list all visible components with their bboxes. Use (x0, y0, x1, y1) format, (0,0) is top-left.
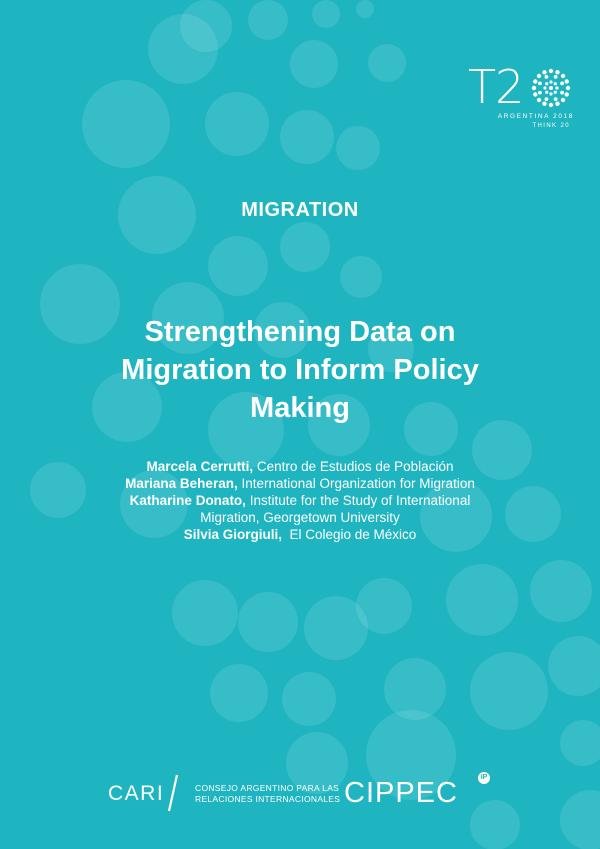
t20-argentina-logo (468, 62, 576, 134)
author-affiliation: Centro de Estudios de Población (253, 459, 454, 474)
author-list (40, 458, 560, 543)
t20-logo-tagline: THINK 20 (532, 123, 570, 129)
cari-full-name-line: RELACIONES INTERNACIONALES (195, 794, 341, 804)
cari-full-name (195, 783, 340, 805)
cari-logo-text: CARI (108, 782, 165, 805)
author-affiliation-continued: Migration, Georgetown University (200, 510, 400, 525)
cari-full-name-line: CONSEJO ARGENTINO PARA LAS (195, 783, 340, 793)
author-entry (40, 492, 560, 509)
author-entry (40, 475, 560, 492)
author-name: Silvia Giorgiuli, (183, 527, 282, 542)
cari-slash-icon (166, 773, 180, 813)
author-entry (40, 458, 560, 475)
section-heading: MIGRATION (241, 199, 359, 221)
report-title-line: Making (250, 392, 350, 424)
report-title-line: Strengthening Data on (144, 316, 456, 348)
t20-logo-subtitle: ARGENTINA 2018 (497, 113, 574, 120)
author-name: Marcela Cerrutti, (146, 459, 254, 474)
report-title-line: Migration to Inform Policy (121, 354, 479, 386)
author-affiliation: El Colegio de México (281, 527, 417, 542)
author-affiliation: International Organization for Migration (237, 476, 475, 491)
author-name: Katharine Donato, (129, 493, 246, 508)
author-affiliation: Institute for the Study of International (245, 493, 471, 508)
cippec-badge-icon: IP (478, 772, 490, 784)
report-title (60, 313, 540, 427)
author-entry (40, 526, 560, 543)
cippec-logo-text: CIPPEC (344, 777, 458, 809)
t20-logo-lettering: T2 (468, 60, 524, 114)
t20-dotted-wheel-icon (528, 65, 574, 111)
author-name: Mariana Beheran, (125, 476, 238, 491)
